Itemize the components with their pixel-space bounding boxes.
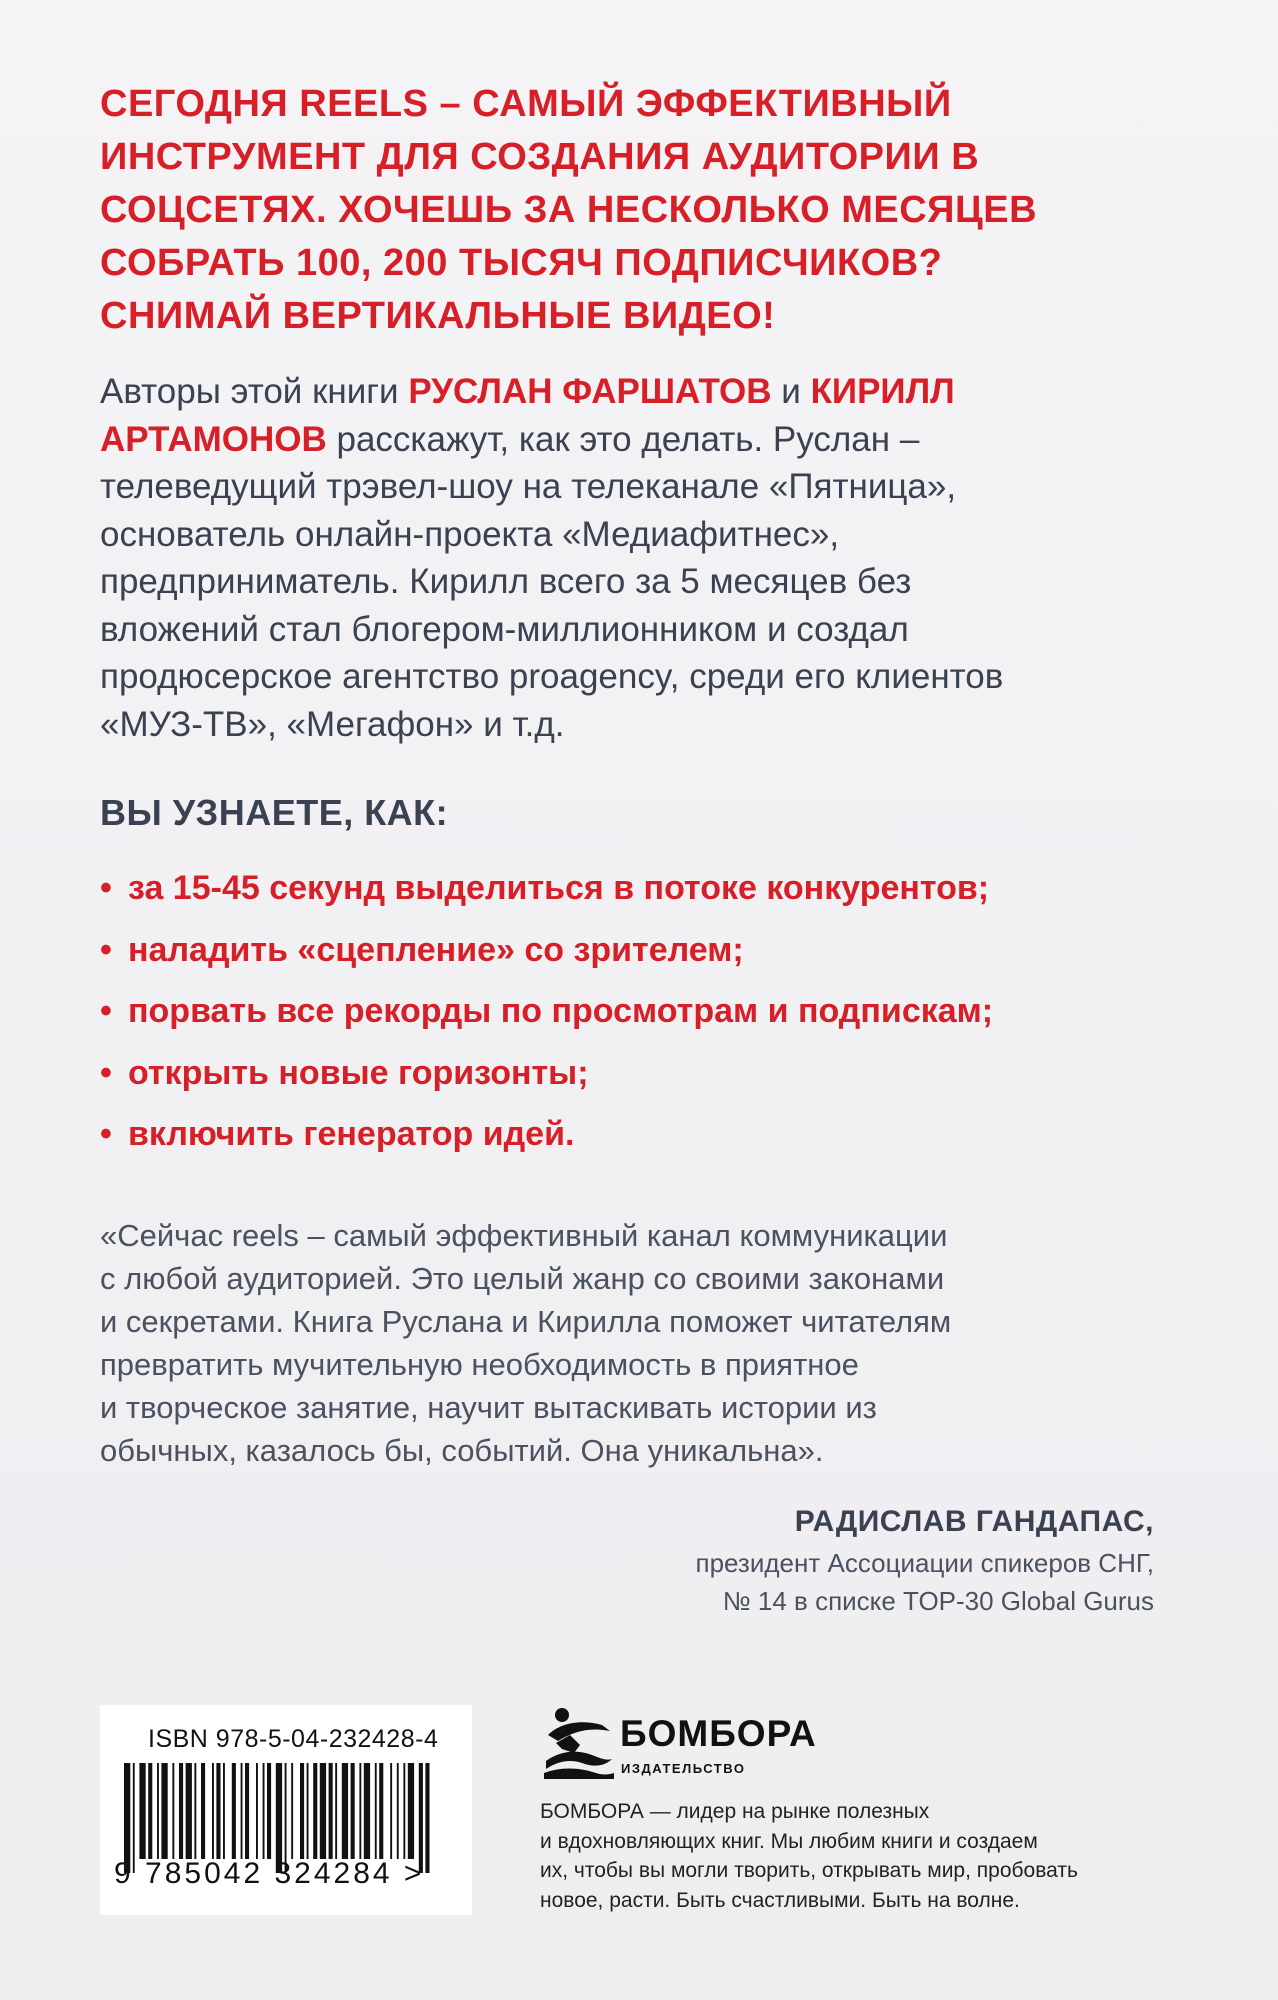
- author-name-1: РУСЛАН ФАРШАТОВ: [408, 372, 772, 411]
- publisher-logo-name: БОМБОРА: [620, 1713, 817, 1754]
- authors-paragraph: [100, 368, 1200, 748]
- barcode-bar: [245, 1763, 249, 1859]
- list-item-text: за 15-45 секунд выделиться в потоке конкурентов;: [128, 869, 990, 908]
- barcode-bar: [329, 1763, 333, 1859]
- quote-line: превратить мучительную необходимость в приятное: [100, 1347, 859, 1382]
- barcode-bar: [148, 1763, 152, 1859]
- authors-line: вложений стал блогером-миллионником и создал: [100, 609, 909, 649]
- barcode-bar: [342, 1763, 348, 1859]
- barcode-bar: [313, 1763, 317, 1859]
- bullet-icon: •: [100, 1115, 112, 1154]
- headline-line: СЕГОДНЯ REELS – САМЫЙ ЭФФЕКТИВНЫЙ: [100, 83, 952, 125]
- barcode-bar: [307, 1763, 309, 1859]
- barcode-digits: 9 785042 324284 >: [114, 1857, 425, 1890]
- barcode-bar: [408, 1763, 414, 1859]
- barcode-bar: [320, 1763, 326, 1859]
- list-item-text: порвать все рекорды по просмотрам и подпискам;: [128, 992, 994, 1031]
- barcode-bar: [157, 1763, 159, 1859]
- publisher-description-line: новое, расти. Быть счастливыми. Быть на волне.: [540, 1888, 1020, 1912]
- list-item: [100, 981, 993, 1043]
- barcode-bar: [161, 1763, 167, 1859]
- bullet-icon: •: [100, 930, 112, 969]
- barcode-bar: [267, 1763, 271, 1859]
- author-name-2-first: КИРИЛЛ: [810, 372, 955, 411]
- bombora-wave-logo-icon: [540, 1705, 616, 1781]
- learn-list: [100, 858, 993, 1166]
- attribution-role: № 14 в списке TOP-30 Global Gurus: [722, 1586, 1154, 1616]
- barcode-bar: [397, 1763, 399, 1859]
- authors-line: [100, 416, 1200, 464]
- quote-line: обычных, казалось бы, событий. Она уникальна».: [100, 1433, 824, 1468]
- barcode-bar: [216, 1763, 220, 1859]
- attribution-name: РАДИСЛАВ ГАНДАПАС,: [794, 1505, 1154, 1538]
- barcode-bar: [223, 1763, 225, 1859]
- headline: [100, 78, 1180, 343]
- bullet-icon: •: [100, 992, 112, 1031]
- authors-line: телеведущий трэвел-шоу на телеканале «Пятница»,: [100, 467, 957, 506]
- authors-line: продюсерское агентство proagency, среди его клиентов: [100, 657, 1004, 696]
- quote-line: и секретами. Книга Руслана и Кирилла поможет читателям: [100, 1304, 952, 1339]
- barcode-bar: [379, 1763, 383, 1859]
- barcode-bar: [403, 1763, 405, 1859]
- list-item: [100, 1043, 993, 1105]
- barcode-bar: [390, 1763, 392, 1859]
- authors-line: основатель онлайн-проекта «Медиафитнес»,: [100, 514, 840, 554]
- publisher-description-line: их, чтобы вы могли творить, открывать мир, пробовать: [540, 1859, 1078, 1882]
- isbn-label: ISBN 978-5-04-232428-4: [148, 1725, 439, 1753]
- publisher-description-line: и вдохновляющих книг. Мы любим книги и создаем: [540, 1829, 1038, 1853]
- authors-text: расскажут, как это делать. Руслан –: [326, 419, 920, 459]
- quote-line: «Сейчас reels – самый эффективный канал коммуникации: [100, 1218, 948, 1253]
- authors-intro: Авторы этой книги: [100, 372, 409, 411]
- authors-line: [100, 368, 1200, 416]
- publisher-description: [540, 1797, 1180, 1915]
- barcode-bar: [139, 1763, 145, 1859]
- bullet-icon: •: [100, 1053, 112, 1092]
- barcode-bar: [201, 1763, 205, 1859]
- barcode-bar: [212, 1763, 214, 1859]
- authors-line: предприниматель. Кирилл всего за 5 месяцев без: [100, 562, 912, 601]
- quote-line: и творческое занятие, научит вытаскивать истории из: [100, 1390, 877, 1425]
- list-item-text: наладить «сцепление» со зрителем;: [128, 930, 744, 969]
- barcode-bar: [375, 1763, 377, 1859]
- list-item: [100, 1104, 993, 1166]
- barcode-block: [100, 1705, 472, 1915]
- barcode-bar: [232, 1763, 236, 1859]
- attribution-role: президент Ассоциации спикеров СНГ,: [695, 1548, 1154, 1578]
- bullet-icon: •: [100, 869, 112, 908]
- publisher-description-line: БОМБОРА — лидер на рынке полезных: [540, 1800, 930, 1823]
- barcode-bar: [186, 1763, 192, 1859]
- publisher-logo: [540, 1705, 840, 1785]
- barcode-bar: [179, 1763, 183, 1859]
- list-item: [100, 920, 993, 982]
- list-item-text: открыть новые горизонты;: [128, 1053, 589, 1092]
- list-item: [100, 858, 993, 920]
- headline-line: СОЦСЕТЯХ. ХОЧЕШЬ ЗА НЕСКОЛЬКО МЕСЯЦЕВ: [100, 189, 1038, 231]
- headline-line: ИНСТРУМЕНТ ДЛЯ СОЗДАНИЯ АУДИТОРИИ В: [100, 136, 980, 178]
- barcode-bar: [351, 1763, 355, 1859]
- barcode-bar: [359, 1763, 361, 1859]
- publisher-logo-subtitle: ИЗДАТЕЛЬСТВО: [621, 1761, 746, 1776]
- authors-line: «МУЗ-ТВ», «Мегафон» и т.д.: [100, 704, 565, 744]
- barcode-bar: [335, 1763, 337, 1859]
- barcode-bar: [364, 1763, 370, 1859]
- headline-line: СНИМАЙ ВЕРТИКАЛЬНЫЕ ВИДЕО!: [100, 295, 776, 337]
- testimonial-quote: [100, 1214, 1200, 1472]
- authors-conj: и: [771, 372, 811, 411]
- headline-line: СОБРАТЬ 100, 200 ТЫСЯЧ ПОДПИСЧИКОВ?: [100, 242, 943, 284]
- barcode-bar: [263, 1763, 265, 1859]
- quote-line: с любой аудиторией. Это целый жанр со своими законами: [100, 1261, 945, 1296]
- list-item-text: включить генератор идей.: [128, 1115, 575, 1154]
- barcode-bar: [241, 1763, 243, 1859]
- barcode-bar: [256, 1763, 258, 1859]
- author-name-2-last: АРТАМОНОВ: [100, 419, 327, 459]
- learn-heading: ВЫ УЗНАЕТЕ, КАК:: [100, 792, 449, 833]
- barcode-bar: [300, 1763, 304, 1859]
- quote-attribution: [696, 1500, 1155, 1620]
- barcode-bar: [194, 1763, 196, 1859]
- barcode-bar: [291, 1763, 293, 1859]
- barcode-bar: [172, 1763, 174, 1859]
